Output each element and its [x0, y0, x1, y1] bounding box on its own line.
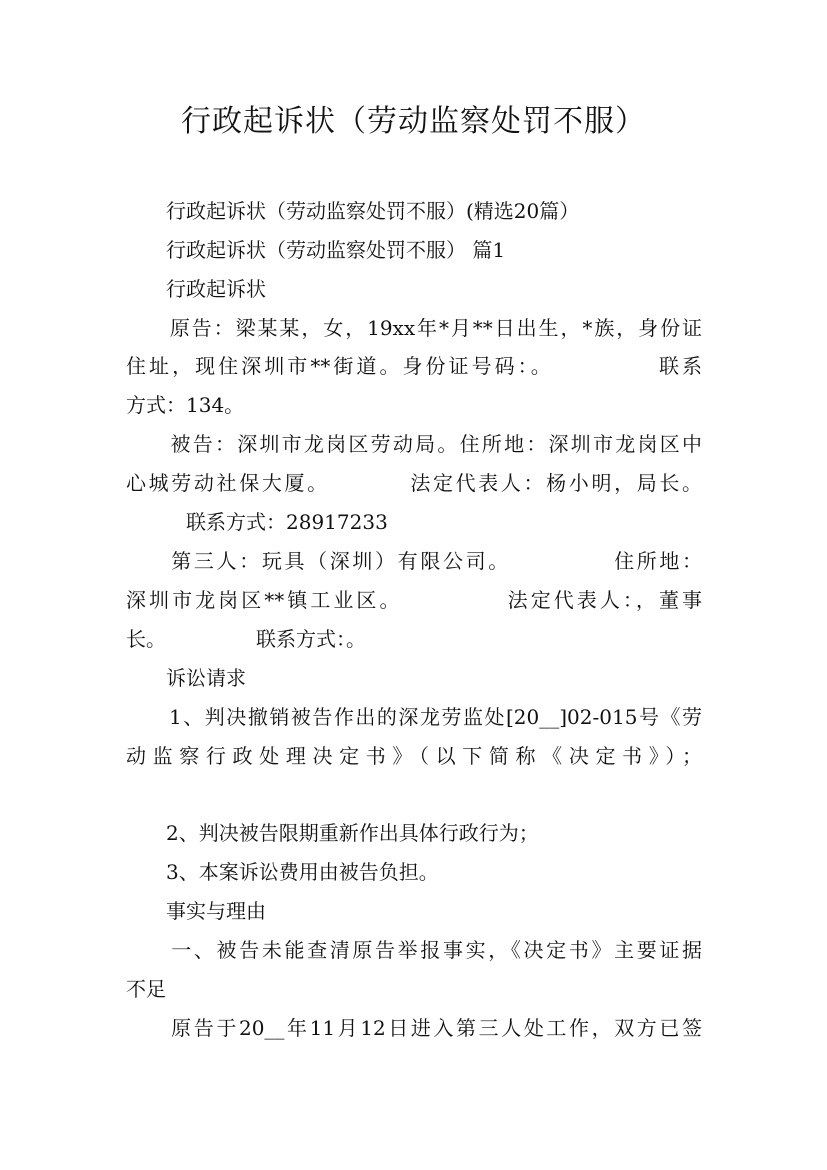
- body-line: 2、判决被告限期重新作出具体行政行为；: [126, 821, 539, 845]
- body-line: 方式：134。: [126, 393, 245, 417]
- body-line: 1、判决撤销被告作出的深龙劳监处[20__]02-015号《劳: [126, 705, 702, 729]
- body-line: 动监察行政处理决定书》（以下简称《决定书》）；: [126, 744, 702, 768]
- body-line: 心城劳动社保大厦。 法定代表人：杨小明，局长。: [126, 471, 702, 495]
- document-title: 行政起诉状（劳动监察处罚不服）: [181, 104, 646, 139]
- body-line: 行政起诉状: [126, 277, 266, 301]
- body-line: 深圳市龙岗区**镇工业区。 法定代表人：，董事: [126, 588, 702, 612]
- body-line: 被告：深圳市龙岗区劳动局。住所地：深圳市龙岗区中: [126, 432, 702, 456]
- body-line: 第三人：玩具（深圳）有限公司。 住所地：: [126, 549, 702, 573]
- body-line: 3、本案诉讼费用由被告负担。: [126, 860, 439, 884]
- body-line: 原告于20__年11月12日进入第三人处工作，双方已签: [126, 1016, 702, 1040]
- body-line: 原告：梁某某，女，19xx年*月**日出生，*族，身份证: [126, 316, 702, 340]
- section-heading: 诉讼请求: [126, 666, 246, 690]
- section-heading: 事实与理由: [126, 899, 266, 923]
- body-line: 住址，现住深圳市**街道。身份证号码：。 联系: [126, 354, 702, 378]
- body-line: 一、被告未能查清原告举报事实，《决定书》主要证据: [126, 938, 702, 962]
- body-line: 联系方式：28917233: [126, 510, 388, 534]
- body-line: 不足: [126, 977, 166, 1001]
- subtitle-line: 行政起诉状（劳动监察处罚不服）(精选20篇）: [126, 199, 580, 223]
- section-heading: 行政起诉状（劳动监察处罚不服） 篇1: [126, 238, 506, 262]
- body-line: 长。 联系方式：。: [126, 627, 366, 651]
